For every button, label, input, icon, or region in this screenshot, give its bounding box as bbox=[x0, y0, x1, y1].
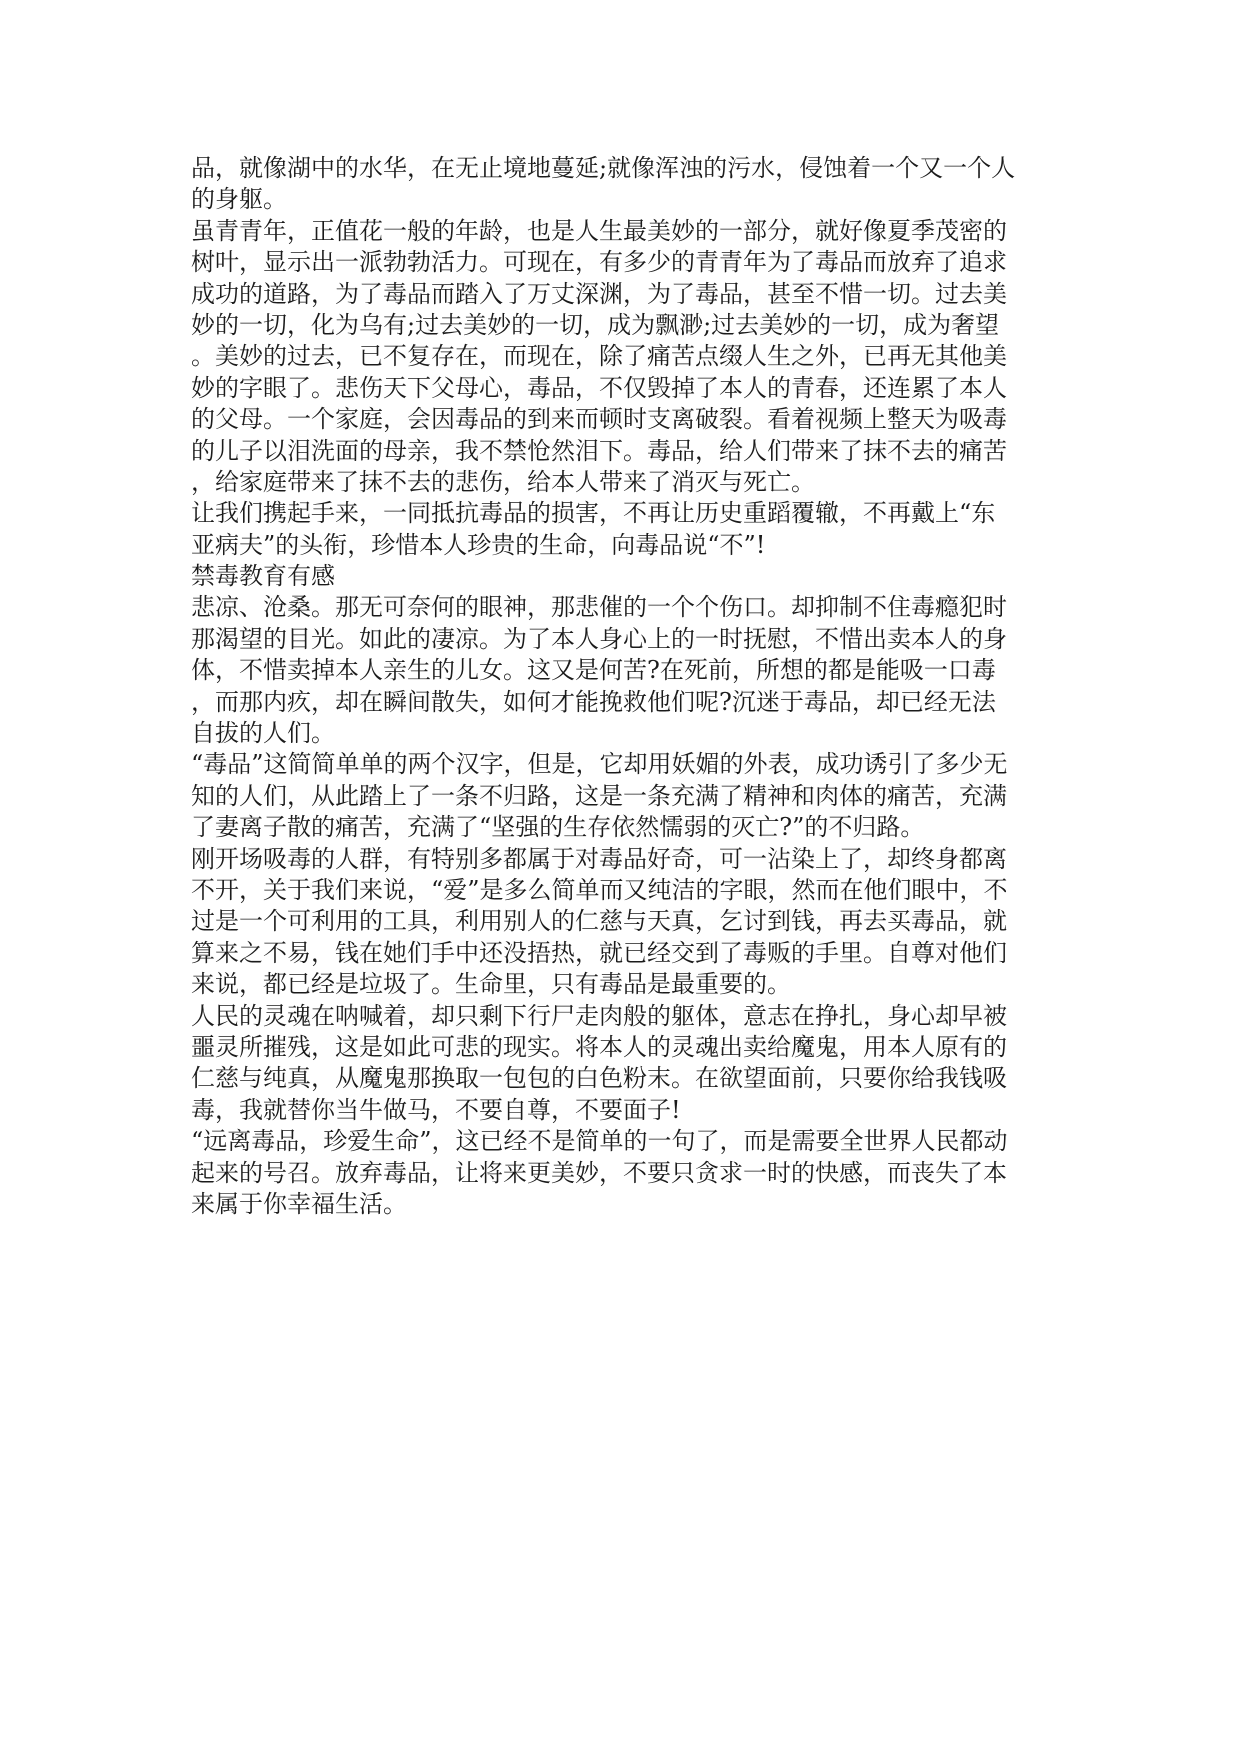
text-line: 体，不惜卖掉本人亲生的儿女。这又是何苦?在死前，所想的都是能吸一口毒 bbox=[191, 656, 996, 685]
text-line: 来说，都已经是垃圾了。生命里，只有毒品是最重要的。 bbox=[191, 970, 791, 999]
text-line: 的儿子以泪洗面的母亲，我不禁怆然泪下。毒品，给人们带来了抹不去的痛苦 bbox=[191, 436, 1007, 465]
text-line: ，而那内疚，却在瞬间散失，如何才能挽救他们呢?沉迷于毒品，却已经无法 bbox=[191, 687, 996, 716]
text-line: 的身躯。 bbox=[191, 185, 287, 214]
text-line: 品，就像湖中的水华，在无止境地蔓延;就像浑浊的污水，侵蚀着一个又一个人 bbox=[191, 154, 1016, 182]
text-line: 毒，我就替你当牛做马，不要自尊，不要面子! bbox=[191, 1095, 681, 1124]
text-line: 不开，关于我们来说，“爱”是多么简单而又纯洁的字眼，然而在他们眼中，不 bbox=[191, 875, 1008, 904]
section-heading: 禁毒教育有感 bbox=[191, 562, 335, 591]
text-line: 。美妙的过去，已不复存在，而现在，除了痛苦点缀人生之外，已再无其他美 bbox=[191, 342, 1007, 371]
text-line: 的父母。一个家庭，会因毒品的到来而顿时支离破裂。看着视频上整天为吸毒 bbox=[191, 405, 1007, 434]
document-body bbox=[191, 153, 1071, 1220]
text-line: 让我们携起手来，一同抵抗毒品的损害，不再让历史重蹈覆辙，不再戴上“东 bbox=[191, 499, 996, 528]
text-line: 自拔的人们。 bbox=[191, 719, 335, 748]
text-line: “毒品”这简简单单的两个汉字，但是，它却用妖媚的外表，成功诱引了多少无 bbox=[191, 750, 1008, 779]
text-line: 那渴望的目光。如此的凄凉。为了本人身心上的一时抚慰，不惜出卖本人的身 bbox=[191, 624, 1007, 653]
text-line: 妙的字眼了。悲伤天下父母心，毒品，不仅毁掉了本人的青春，还连累了本人 bbox=[191, 373, 1007, 402]
text-line: 来属于你幸福生活。 bbox=[191, 1189, 407, 1218]
text-line: 妙的一切，化为乌有;过去美妙的一切，成为飘渺;过去美妙的一切，成为奢望 bbox=[191, 310, 1000, 339]
text-line: 虽青青年，正值花一般的年龄，也是人生最美妙的一部分，就好像夏季茂密的 bbox=[191, 216, 1007, 245]
text-line: 噩灵所摧残，这是如此可悲的现实。将本人的灵魂出卖给魔鬼，用本人原有的 bbox=[191, 1032, 1007, 1061]
text-line: 刚开场吸毒的人群，有特别多都属于对毒品好奇，可一沾染上了，却终身都离 bbox=[191, 844, 1007, 873]
text-line: 树叶，显示出一派勃勃活力。可现在，有多少的青青年为了毒品而放弃了追求 bbox=[191, 248, 1007, 277]
text-line: 悲凉、沧桑。那无可奈何的眼神，那悲催的一个个伤口。却抑制不住毒瘾犯时 bbox=[191, 593, 1007, 622]
text-line: ，给家庭带来了抹不去的悲伤，给本人带来了消灭与死亡。 bbox=[191, 467, 815, 496]
text-line: “远离毒品，珍爱生命”，这已经不是简单的一句了，而是需要全世界人民都动 bbox=[191, 1127, 1008, 1156]
text-line: 知的人们，从此踏上了一条不归路，这是一条充满了精神和肉体的痛苦，充满 bbox=[191, 781, 1007, 810]
text-line: 过是一个可利用的工具，利用别人的仁慈与天真，乞讨到钱，再去买毒品，就 bbox=[191, 907, 1007, 936]
text-line: 起来的号召。放弃毒品，让将来更美妙，不要只贪求一时的快感，而丧失了本 bbox=[191, 1158, 1007, 1187]
text-line: 算来之不易，钱在她们手中还没捂热，就已经交到了毒贩的手里。自尊对他们 bbox=[191, 938, 1007, 967]
text-line: 亚病夫”的头衔，珍惜本人珍贵的生命，向毒品说“不”! bbox=[191, 530, 766, 559]
text-line: 人民的灵魂在呐喊着，却只剩下行尸走肉般的躯体，意志在挣扎，身心却早被 bbox=[191, 1001, 1007, 1030]
text-line: 了妻离子散的痛苦，充满了“坚强的生存依然懦弱的灭亡?”的不归路。 bbox=[191, 813, 925, 842]
text-line: 仁慈与纯真，从魔鬼那换取一包包的白色粉末。在欲望面前，只要你给我钱吸 bbox=[191, 1064, 1007, 1093]
text-line: 成功的道路，为了毒品而踏入了万丈深渊，为了毒品，甚至不惜一切。过去美 bbox=[191, 279, 1007, 308]
